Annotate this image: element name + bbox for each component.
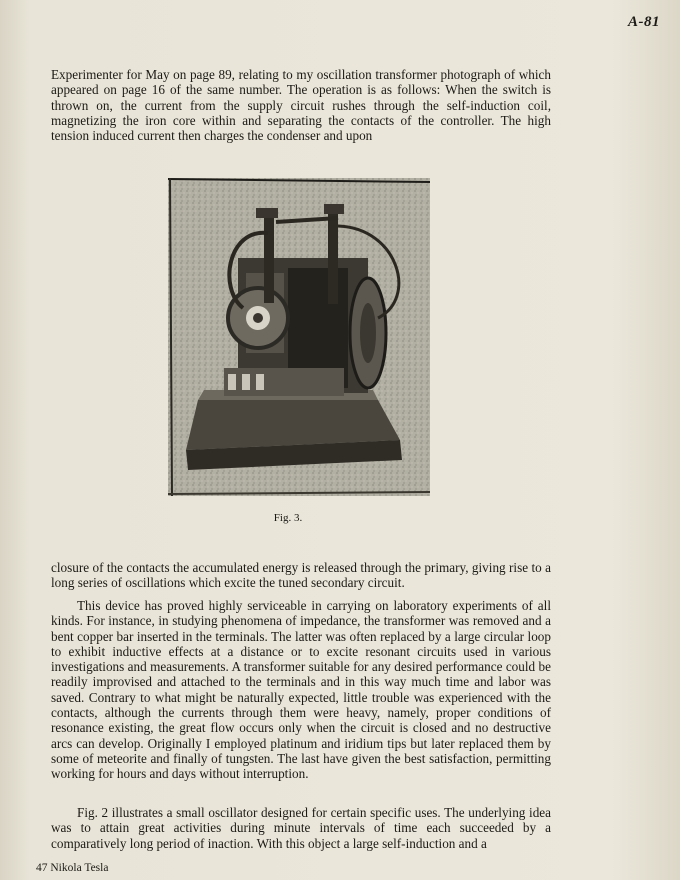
paragraph-3 (51, 598, 551, 782)
paragraph-3-text: This device has proved highly serviceable in carrying on laboratory experiments of all kinds. For instance, in studying phenomena of impedance, the transformer was removed and a bent copper bar inserted in the terminals. The latter was often replaced by a large circular loop to exhibit inductive effects at a distance or to excite resonant circuits used in various investigations and measurements. A transformer suitable for any desired performance could be readily improvised and attached to the terminals and in this way much time and labor was saved. Contrary to what might be naturally expected, little trouble was experienced with the contacts, although the currents through them were heavy, namely, proper conditions of resonance existing, the great flow occurs only when the circuit is closed and no destructive arcs can develop. Originally I employed platinum and iridium tips but later replaced them by some of meteorite and finally of tungsten. The last have given the best satisfaction, permitting working for hours and days without interruption. (51, 598, 551, 782)
figure-caption: Fig. 3. (273, 512, 303, 524)
paragraph-2 (51, 560, 551, 591)
figure-3 (168, 178, 430, 496)
paragraph-4 (51, 805, 551, 851)
paragraph-4-text: Fig. 2 illustrates a small oscillator designed for certain specific uses. The underlying idea was to attain great activities during minute intervals of time each succeeded by a comparatively long period of inaction. With this object a large self-induction and a (51, 805, 551, 851)
page-footer: 47 Nikola Tesla (36, 862, 109, 874)
page-number: A-81 (628, 14, 660, 30)
paragraph-1-text: Experimenter for May on page 89, relating to my oscillation transformer photograph of which appeared on page 16 of the same number. The operation is as follows: When the switch is thrown on, the current from the supply circuit rushes through the self-induction coil, magnetizing the iron core within and separating the contacts of the controller. The high tension induced current then charges the condenser and upon (51, 67, 551, 144)
oscillation-transformer-photo (168, 178, 430, 496)
paragraph-1 (51, 67, 551, 143)
paragraph-2-text: closure of the contacts the accumulated energy is released through the primary, giving rise to a long series of oscillations which excite the tuned secondary circuit. (51, 560, 551, 591)
